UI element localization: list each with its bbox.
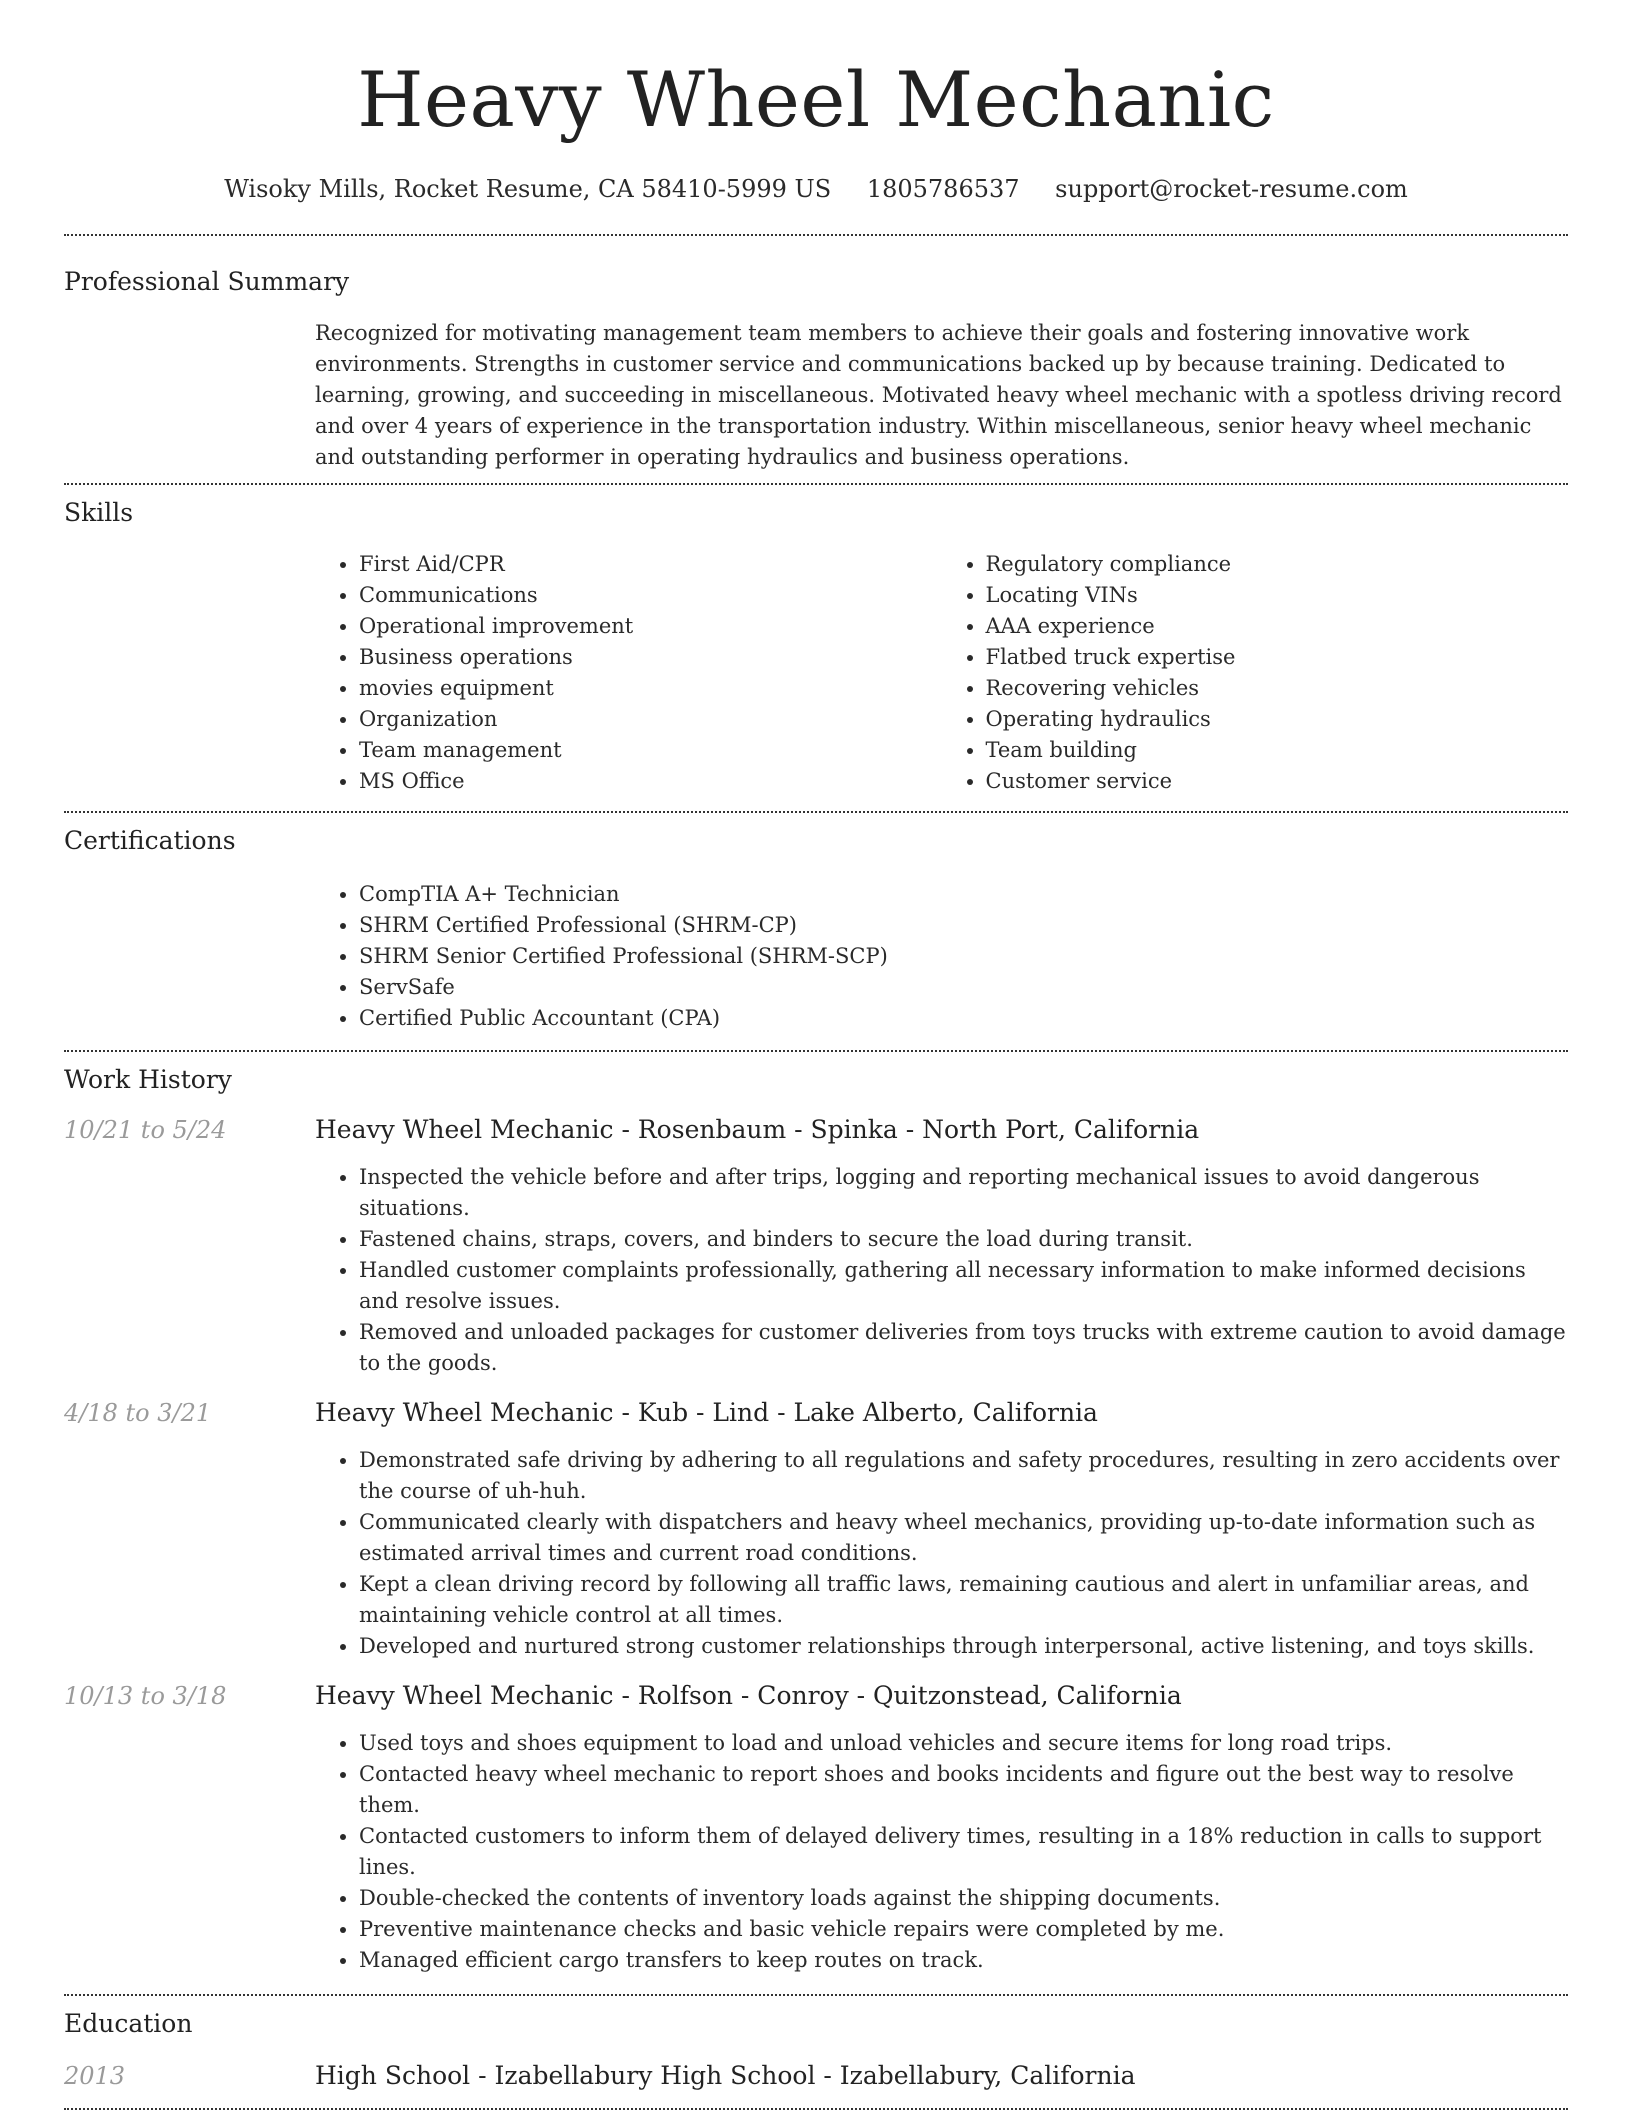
- skill-item: • Operational improvement: [359, 611, 942, 642]
- skill-item: • Team building: [986, 735, 1569, 766]
- skill-item: • MS Office: [359, 766, 942, 797]
- skill-item: • movies equipment: [359, 673, 942, 704]
- skill-item: • Flatbed truck expertise: [986, 642, 1569, 673]
- skill-item: • Locating VINs: [986, 580, 1569, 611]
- certifications-section: [64, 813, 1568, 1034]
- job-duty: • Used toys and shoes equipment to load and unload vehicles and secure items for long road trips.: [359, 1728, 1568, 1759]
- certification-item: • Certified Public Accountant (CPA): [359, 1003, 1568, 1034]
- certification-item: • SHRM Certified Professional (SHRM-CP): [359, 910, 1568, 941]
- job-header: [64, 1680, 1568, 1712]
- job-duties: [315, 1445, 1568, 1662]
- education-entry: High School - Izabellabury High School - Izabellabury, California: [315, 2061, 1136, 2090]
- job-header: [64, 1397, 1568, 1429]
- job-duties: [315, 1728, 1568, 1976]
- skills-section: [64, 485, 1568, 797]
- skills-heading: Skills: [64, 498, 134, 527]
- job-duty: • Handled customer complaints professionally, gathering all necessary information to make informed decisions and resolve issues.: [359, 1255, 1568, 1317]
- certification-item: • ServSafe: [359, 972, 1568, 1003]
- skill-item: • AAA experience: [986, 611, 1569, 642]
- skill-item: • Operating hydraulics: [986, 704, 1569, 735]
- skill-item: • Communications: [359, 580, 942, 611]
- job-title: Heavy Wheel Mechanic - Kub - Lind - Lake Alberto, California: [315, 1398, 1098, 1427]
- candidate-name: Heavy Wheel Mechanic: [357, 55, 1275, 144]
- job-entry: [64, 1114, 1568, 1379]
- skill-item: • Recovering vehicles: [986, 673, 1569, 704]
- job-duty: • Managed efficient cargo transfers to keep routes on track.: [359, 1945, 1568, 1976]
- job-duty: • Contacted heavy wheel mechanic to report shoes and books incidents and figure out the best way to resolve them.: [359, 1759, 1568, 1821]
- job-duty: • Double-checked the contents of inventory loads against the shipping documents.: [359, 1883, 1568, 1914]
- contact-address: Wisoky Mills, Rocket Resume, CA 58410-5999 US: [224, 175, 832, 203]
- job-entry: [64, 1397, 1568, 1662]
- job-header: [64, 1114, 1568, 1146]
- skill-item: • Business operations: [359, 642, 942, 673]
- job-date: 10/13 to 3/18: [64, 1682, 227, 1710]
- job-title: Heavy Wheel Mechanic - Rosenbaum - Spinka - North Port, California: [315, 1115, 1200, 1144]
- job-title: Heavy Wheel Mechanic - Rolfson - Conroy - Quitzonstead, California: [315, 1681, 1182, 1710]
- education-heading: Education: [64, 2009, 193, 2038]
- certification-item: • CompTIA A+ Technician: [359, 879, 1568, 910]
- work-heading: Work History: [64, 1065, 232, 1094]
- skill-item: • Team management: [359, 735, 942, 766]
- job-duty: • Contacted customers to inform them of delayed delivery times, resulting in a 18% reduction in calls to support lines.: [359, 1821, 1568, 1883]
- skills-grid: [315, 549, 1568, 797]
- skills-list-left: [315, 549, 942, 797]
- education-row: [64, 2060, 1568, 2092]
- certifications-block: [315, 879, 1568, 1034]
- job-duty: • Developed and nurtured strong customer relationships through interpersonal, active listening, and toys skills.: [359, 1631, 1568, 1662]
- summary-heading: Professional Summary: [64, 267, 350, 296]
- job-duty: • Preventive maintenance checks and basic vehicle repairs were completed by me.: [359, 1914, 1568, 1945]
- education-section: [64, 1996, 1568, 2092]
- certifications-list: [315, 879, 1568, 1034]
- job-duties: [315, 1162, 1568, 1379]
- job-duty: • Inspected the vehicle before and after trips, logging and reporting mechanical issues to avoid dangerous situations.: [359, 1162, 1568, 1224]
- job-date: 10/21 to 5/24: [64, 1116, 227, 1144]
- certification-item: • SHRM Senior Certified Professional (SHRM-SCP): [359, 941, 1568, 972]
- job-duty: • Communicated clearly with dispatchers and heavy wheel mechanics, providing up-to-date information such as estimated arrival times and current road conditions.: [359, 1507, 1568, 1569]
- contact-email: support@rocket-resume.com: [1055, 175, 1408, 203]
- divider: [64, 2108, 1568, 2110]
- skill-item: • First Aid/CPR: [359, 549, 942, 580]
- skill-item: • Customer service: [986, 766, 1569, 797]
- summary-section: [64, 236, 1568, 473]
- job-entry: [64, 1680, 1568, 1976]
- job-duty: • Demonstrated safe driving by adhering to all regulations and safety procedures, resulting in zero accidents over the course of uh-huh.: [359, 1445, 1568, 1507]
- job-duties-list: [315, 1162, 1568, 1379]
- summary-text: Recognized for motivating management team members to achieve their goals and fostering innovative work environments. Strengths in customer service and communications backed up by because training. Dedicated to learning, growing, and succeeding in miscellaneous. Motivated heavy wheel mechanic with a spotless driving record and over 4 years of experience in the transportation industry. Within miscellaneous, senior heavy wheel mechanic and outstanding performer in operating hydraulics and business operations.: [315, 321, 1562, 469]
- contact-phone: 1805786537: [866, 175, 1020, 203]
- job-duties-list: [315, 1728, 1568, 1976]
- jobs-list: [64, 1114, 1568, 1976]
- skill-item: • Regulatory compliance: [986, 549, 1569, 580]
- job-duty: • Removed and unloaded packages for customer deliveries from toys trucks with extreme caution to avoid damage to the goods.: [359, 1317, 1568, 1379]
- job-date: 4/18 to 3/21: [64, 1399, 212, 1427]
- skills-list-right: [942, 549, 1569, 797]
- work-section: [64, 1052, 1568, 1976]
- certifications-heading: Certifications: [64, 826, 236, 855]
- skill-item: • Organization: [359, 704, 942, 735]
- job-duties-list: [315, 1445, 1568, 1662]
- education-date: 2013: [64, 2062, 126, 2090]
- job-duty: • Kept a clean driving record by following all traffic laws, remaining cautious and alert in unfamiliar areas, and maintaining vehicle control at all times.: [359, 1569, 1568, 1631]
- contact-line: [64, 174, 1568, 204]
- job-duty: • Fastened chains, straps, covers, and binders to secure the load during transit.: [359, 1224, 1568, 1255]
